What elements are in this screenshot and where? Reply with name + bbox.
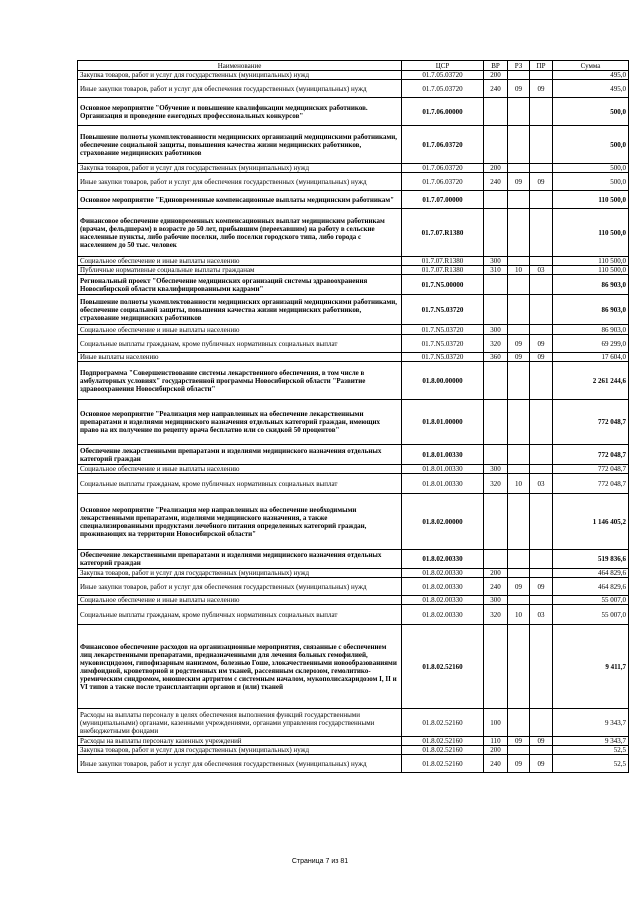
table-row (78, 362, 629, 400)
cell-rz (508, 569, 530, 578)
cell-pr: 03 (530, 266, 553, 275)
table-row (78, 578, 629, 596)
cell-sum: 772 048,7 (553, 465, 629, 474)
table-row (78, 474, 629, 494)
cell-csr: 01.7.N5.00000 (402, 275, 484, 295)
header-vr: ВР (484, 61, 508, 71)
cell-vr (484, 295, 508, 325)
cell-sum: 495,0 (553, 80, 629, 98)
cell-pr (530, 569, 553, 578)
cell-sum: 1 146 405,2 (553, 494, 629, 550)
cell-name: Публичные нормативные социальные выплаты гражданам (78, 266, 402, 275)
cell-sum: 86 903,0 (553, 325, 629, 335)
cell-vr: 240 (484, 80, 508, 98)
cell-pr (530, 126, 553, 164)
table-row (78, 71, 629, 80)
cell-rz (508, 400, 530, 445)
header-sum: Сумма (553, 61, 629, 71)
cell-rz (508, 126, 530, 164)
cell-csr: 01.8.02.00000 (402, 494, 484, 550)
cell-vr: 240 (484, 755, 508, 773)
cell-rz (508, 625, 530, 709)
cell-rz (508, 98, 530, 126)
cell-sum: 52,5 (553, 746, 629, 755)
cell-pr (530, 295, 553, 325)
cell-pr (530, 494, 553, 550)
cell-name: Социальные выплаты гражданам, кроме публичных нормативных социальных выплат (78, 335, 402, 353)
cell-name: Финансовое обеспечение расходов на организационные мероприятия, связанные с обеспечением лиц лекарственными препаратами, предназначенными для лечения больных гемофилией, муковисцидозом, гипофизарным нанизмом, болезнью Гоше, злокачественными новообразованиями лимфоидной, кроветворной и родственных им тканей, рассеянным склерозом, гемолитико-уремическим синдромом, юношеским артритом с системным началом, мукополисахаридозом I, II и VI типов а также после трансплантации органов и (или) тканей (78, 625, 402, 709)
table-row (78, 755, 629, 773)
cell-pr: 09 (530, 80, 553, 98)
cell-pr (530, 746, 553, 755)
cell-vr: 240 (484, 578, 508, 596)
cell-rz (508, 746, 530, 755)
table-row (78, 126, 629, 164)
cell-name: Расходы на выплаты персоналу казенных учреждений (78, 737, 402, 746)
cell-sum: 464 829,6 (553, 569, 629, 578)
cell-sum: 110 500,0 (553, 257, 629, 266)
cell-sum: 464 829,6 (553, 578, 629, 596)
cell-vr: 240 (484, 173, 508, 191)
cell-vr: 200 (484, 71, 508, 80)
cell-name: Расходы на выплаты персоналу в целях обеспечения выполнения функций государственными (муниципальными) органами, казенными учреждениями, органами управления государственными внебюджетными фондами (78, 709, 402, 737)
table-row (78, 605, 629, 625)
cell-sum: 2 261 244,6 (553, 362, 629, 400)
cell-rz: 10 (508, 474, 530, 494)
cell-csr: 01.8.02.00330 (402, 605, 484, 625)
cell-vr: 200 (484, 569, 508, 578)
cell-sum: 9 343,7 (553, 709, 629, 737)
cell-sum: 86 903,0 (553, 275, 629, 295)
cell-name: Социальные выплаты гражданам, кроме публичных нормативных социальных выплат (78, 605, 402, 625)
cell-name: Иные закупки товаров, работ и услуг для обеспечения государственных (муниципальных) нужд (78, 578, 402, 596)
table-row (78, 275, 629, 295)
cell-name: Повышение полноты укомплектованности медицинских организаций медицинскими работниками, обеспечение социальной защиты, повышения качества жизни медицинских работников, страхование медицинских работников (78, 126, 402, 164)
cell-pr: 09 (530, 173, 553, 191)
table-row (78, 709, 629, 737)
cell-name: Социальное обеспечение и иные выплаты населению (78, 596, 402, 605)
cell-vr (484, 400, 508, 445)
cell-rz (508, 596, 530, 605)
cell-pr (530, 164, 553, 173)
cell-csr: 01.7.07.00000 (402, 191, 484, 209)
cell-name: Социальное обеспечение и иные выплаты населению (78, 257, 402, 266)
cell-vr: 360 (484, 353, 508, 362)
cell-name: Закупка товаров, работ и услуг для государственных (муниципальных) нужд (78, 746, 402, 755)
cell-name: Социальное обеспечение и иные выплаты населению (78, 465, 402, 474)
cell-vr: 300 (484, 325, 508, 335)
cell-pr: 03 (530, 474, 553, 494)
cell-pr (530, 362, 553, 400)
cell-csr: 01.7.07.R1380 (402, 257, 484, 266)
header-pr: ПР (530, 61, 553, 71)
cell-sum: 9 411,7 (553, 625, 629, 709)
cell-rz (508, 709, 530, 737)
table-row (78, 494, 629, 550)
cell-vr (484, 275, 508, 295)
cell-sum: 772 048,7 (553, 400, 629, 445)
table-row (78, 596, 629, 605)
table-row (78, 335, 629, 353)
cell-pr (530, 550, 553, 569)
cell-sum: 500,0 (553, 164, 629, 173)
table-row (78, 209, 629, 257)
cell-csr: 01.7.N5.03720 (402, 353, 484, 362)
cell-csr: 01.8.02.52160 (402, 746, 484, 755)
cell-name: Иные выплаты населению (78, 353, 402, 362)
table-row (78, 569, 629, 578)
table-row (78, 98, 629, 126)
cell-name: Основное мероприятие "Обучение и повышение квалификации медицинских работников. Организация и проведение ежегодных профессиональных конкурсов" (78, 98, 402, 126)
cell-name: Закупка товаров, работ и услуг для государственных (муниципальных) нужд (78, 71, 402, 80)
cell-csr: 01.7.05.03720 (402, 71, 484, 80)
cell-name: Повышение полноты укомплектованности медицинских организаций медицинскими работниками, обеспечение социальной защиты, повышения качества жизни медицинских работников, страхование медицинских работников (78, 295, 402, 325)
cell-name: Иные закупки товаров, работ и услуг для обеспечения государственных (муниципальных) нужд (78, 755, 402, 773)
cell-pr (530, 275, 553, 295)
table-row (78, 625, 629, 709)
table-row (78, 325, 629, 335)
cell-vr (484, 362, 508, 400)
cell-sum: 519 836,6 (553, 550, 629, 569)
cell-name: Социальное обеспечение и иные выплаты населению (78, 325, 402, 335)
cell-rz (508, 325, 530, 335)
cell-sum: 52,5 (553, 755, 629, 773)
cell-csr: 01.8.01.00330 (402, 465, 484, 474)
cell-rz (508, 275, 530, 295)
table-row (78, 80, 629, 98)
cell-vr (484, 445, 508, 465)
cell-vr: 300 (484, 596, 508, 605)
cell-vr: 310 (484, 266, 508, 275)
cell-sum: 500,0 (553, 98, 629, 126)
cell-rz: 09 (508, 173, 530, 191)
cell-csr: 01.8.02.52160 (402, 709, 484, 737)
cell-name: Подпрограмма "Совершенствование системы лекарственного обеспечения, в том числе в амбулаторных условиях" государственной программы Новосибирской области "Развитие здравоохранения Новосибирской области" (78, 362, 402, 400)
cell-pr: 09 (530, 737, 553, 746)
cell-name: Иные закупки товаров, работ и услуг для обеспечения государственных (муниципальных) нужд (78, 173, 402, 191)
cell-csr: 01.7.N5.03720 (402, 325, 484, 335)
cell-vr: 320 (484, 474, 508, 494)
cell-rz: 09 (508, 80, 530, 98)
table-row (78, 295, 629, 325)
cell-name: Закупка товаров, работ и услуг для государственных (муниципальных) нужд (78, 569, 402, 578)
cell-vr (484, 550, 508, 569)
table-row (78, 191, 629, 209)
cell-pr: 09 (530, 335, 553, 353)
cell-name: Обеспечение лекарственными препаратами и изделиями медицинского назначения отдельных категорий граждан (78, 550, 402, 569)
cell-pr (530, 257, 553, 266)
cell-vr (484, 126, 508, 164)
cell-name: Основное мероприятие "Единовременные компенсационные выплаты медицинским работникам" (78, 191, 402, 209)
cell-vr (484, 625, 508, 709)
cell-sum: 110 500,0 (553, 191, 629, 209)
cell-name: Закупка товаров, работ и услуг для государственных (муниципальных) нужд (78, 164, 402, 173)
cell-vr: 110 (484, 737, 508, 746)
cell-csr: 01.8.01.00000 (402, 400, 484, 445)
cell-pr (530, 400, 553, 445)
cell-pr (530, 325, 553, 335)
cell-vr (484, 191, 508, 209)
cell-pr (530, 709, 553, 737)
cell-csr: 01.7.06.00000 (402, 98, 484, 126)
cell-sum: 772 048,7 (553, 445, 629, 465)
cell-rz: 10 (508, 266, 530, 275)
table-row (78, 400, 629, 445)
cell-csr: 01.7.05.03720 (402, 80, 484, 98)
table-row (78, 746, 629, 755)
cell-name: Основное мероприятие "Реализация мер направленных на обеспечение лекарственными препаратами и изделиями медицинского назначения отдельных категорий граждан, имеющих право на их получение по рецепту врача бесплатно или со скидкой 50 процентов" (78, 400, 402, 445)
cell-csr: 01.7.06.03720 (402, 126, 484, 164)
cell-csr: 01.8.02.00330 (402, 596, 484, 605)
cell-name: Финансовое обеспечение единовременных компенсационных выплат медицинским работникам (врачам, фельдшерам) в возрасте до 50 лет, прибывшим (переехавшим) на работу в сельские населенные пункты, либо рабочие поселки, либо поселки городского типа, либо города с населением до 50 тыс. человек (78, 209, 402, 257)
cell-sum: 495,0 (553, 71, 629, 80)
cell-rz: 10 (508, 605, 530, 625)
cell-sum: 9 343,7 (553, 737, 629, 746)
cell-csr: 01.8.00.00000 (402, 362, 484, 400)
document-page (77, 60, 628, 773)
cell-vr: 320 (484, 335, 508, 353)
cell-rz: 09 (508, 737, 530, 746)
cell-pr (530, 465, 553, 474)
cell-csr: 01.7.07.R1380 (402, 209, 484, 257)
table-row (78, 266, 629, 275)
budget-table (77, 60, 629, 773)
cell-rz (508, 295, 530, 325)
cell-rz (508, 164, 530, 173)
cell-vr (484, 494, 508, 550)
cell-pr: 09 (530, 353, 553, 362)
cell-pr: 09 (530, 755, 553, 773)
cell-csr: 01.7.N5.03720 (402, 295, 484, 325)
cell-csr: 01.8.02.00330 (402, 550, 484, 569)
cell-sum: 772 048,7 (553, 474, 629, 494)
cell-pr (530, 71, 553, 80)
cell-csr: 01.8.02.52160 (402, 755, 484, 773)
cell-name: Основное мероприятие "Реализация мер направленных на обеспечение необходимыми лекарственными препаратами, изделиями медицинского назначения, а также специализированными продуктами лечебного питания определенных категорий граждан, проживающих на территории Новосибирской области" (78, 494, 402, 550)
cell-pr (530, 98, 553, 126)
cell-sum: 110 500,0 (553, 209, 629, 257)
cell-name: Социальные выплаты гражданам, кроме публичных нормативных социальных выплат (78, 474, 402, 494)
cell-csr: 01.7.06.03720 (402, 173, 484, 191)
cell-sum: 500,0 (553, 173, 629, 191)
cell-pr (530, 625, 553, 709)
cell-csr: 01.8.02.00330 (402, 578, 484, 596)
cell-vr: 200 (484, 164, 508, 173)
cell-rz: 09 (508, 755, 530, 773)
cell-rz (508, 445, 530, 465)
cell-csr: 01.8.02.00330 (402, 569, 484, 578)
cell-rz: 09 (508, 335, 530, 353)
cell-vr: 200 (484, 746, 508, 755)
header-csr: ЦСР (402, 61, 484, 71)
cell-sum: 17 604,0 (553, 353, 629, 362)
cell-sum: 110 500,0 (553, 266, 629, 275)
page-footer: Страница 7 из 81 (291, 858, 349, 865)
table-row (78, 173, 629, 191)
cell-pr: 03 (530, 605, 553, 625)
table-row (78, 737, 629, 746)
table-row (78, 465, 629, 474)
cell-pr (530, 209, 553, 257)
header-rz: РЗ (508, 61, 530, 71)
cell-vr: 300 (484, 257, 508, 266)
cell-rz (508, 71, 530, 80)
table-row (78, 550, 629, 569)
cell-pr (530, 191, 553, 209)
cell-csr: 01.7.07.R1380 (402, 266, 484, 275)
cell-rz (508, 257, 530, 266)
cell-csr: 01.8.02.52160 (402, 737, 484, 746)
cell-vr (484, 209, 508, 257)
cell-rz (508, 494, 530, 550)
cell-rz: 09 (508, 353, 530, 362)
cell-name: Региональный проект "Обеспечение медицинских организаций системы здравоохранения Новосибирской области квалифицированными кадрами" (78, 275, 402, 295)
table-row (78, 445, 629, 465)
cell-sum: 500,0 (553, 126, 629, 164)
cell-pr (530, 445, 553, 465)
cell-vr (484, 98, 508, 126)
table-header-row (78, 61, 629, 71)
cell-csr: 01.7.N5.03720 (402, 335, 484, 353)
cell-sum: 86 903,0 (553, 295, 629, 325)
cell-rz (508, 550, 530, 569)
cell-csr: 01.8.01.00330 (402, 445, 484, 465)
cell-pr (530, 596, 553, 605)
cell-vr: 300 (484, 465, 508, 474)
cell-vr: 320 (484, 605, 508, 625)
cell-csr: 01.8.01.00330 (402, 474, 484, 494)
table-row (78, 164, 629, 173)
cell-rz: 09 (508, 578, 530, 596)
cell-vr: 100 (484, 709, 508, 737)
cell-rz (508, 191, 530, 209)
cell-rz (508, 209, 530, 257)
cell-rz (508, 362, 530, 400)
cell-pr: 09 (530, 578, 553, 596)
table-row (78, 353, 629, 362)
table-body (78, 71, 629, 773)
header-name: Наименование (78, 61, 402, 71)
cell-sum: 55 007,0 (553, 605, 629, 625)
cell-sum: 69 299,0 (553, 335, 629, 353)
cell-csr: 01.7.06.03720 (402, 164, 484, 173)
cell-name: Обеспечение лекарственными препаратами и изделиями медицинского назначения отдельных категорий граждан (78, 445, 402, 465)
cell-csr: 01.8.02.52160 (402, 625, 484, 709)
cell-sum: 55 007,0 (553, 596, 629, 605)
cell-rz (508, 465, 530, 474)
table-row (78, 257, 629, 266)
cell-name: Иные закупки товаров, работ и услуг для обеспечения государственных (муниципальных) нужд (78, 80, 402, 98)
